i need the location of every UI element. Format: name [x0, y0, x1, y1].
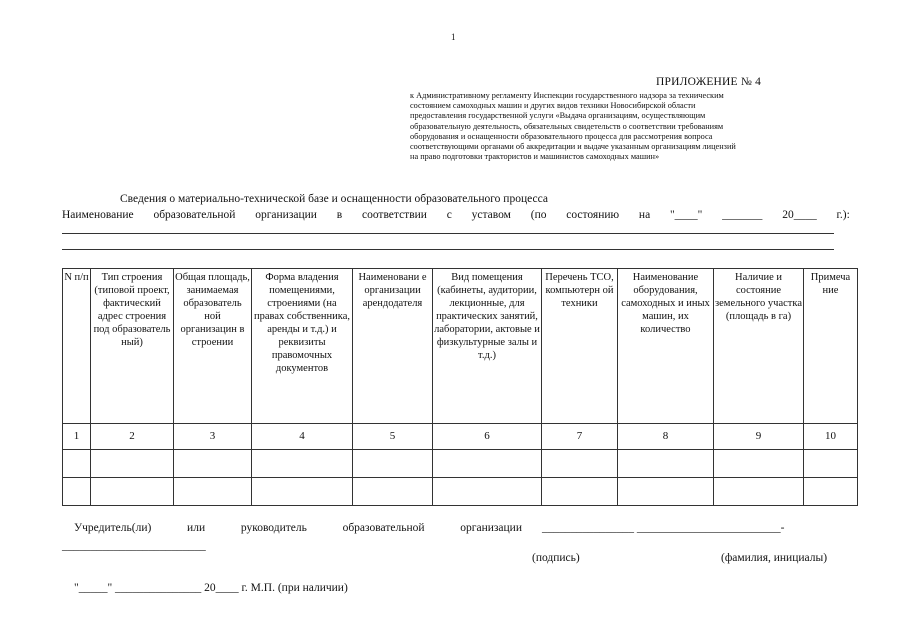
table-cell[interactable] — [252, 450, 353, 478]
org-fill-line — [62, 249, 834, 250]
table-row — [63, 478, 858, 506]
org-line-word: "____" — [669, 209, 703, 221]
table-cell[interactable] — [618, 478, 714, 506]
table-cell[interactable] — [433, 478, 542, 506]
appendix-line: предоставления государственной услуги «Выдача организациям, осуществляющим — [410, 111, 706, 121]
org-line-word: образовательной — [153, 209, 236, 221]
table-cell[interactable] — [174, 450, 252, 478]
appendix-line: соответствующими органами об аккредитации и выдаче указанным организациям лицензий — [410, 142, 736, 152]
org-line-word: с — [446, 209, 452, 221]
header-cell: Общая площадь, занимаемая образователь ной организацин в строении — [174, 269, 252, 424]
header-cell: Тип строения (типовой проект, фактический адрес строения под образователь ный) — [91, 269, 174, 424]
column-number: 3 — [174, 424, 252, 450]
org-line-word: соответствии — [361, 209, 427, 221]
founder-line — [74, 522, 522, 534]
table-number-row — [63, 424, 858, 450]
org-line-word: 20____ — [782, 209, 817, 221]
table-cell[interactable] — [91, 478, 174, 506]
org-line-word: уставом — [471, 209, 511, 221]
date-stamp-line: "_____" _______________ 20____ г. М.П. (при наличии) — [74, 582, 348, 594]
org-line-word: в — [336, 209, 343, 221]
table-cell[interactable] — [353, 478, 433, 506]
table-cell[interactable] — [618, 450, 714, 478]
org-line-word: Наименование — [62, 209, 134, 221]
appendix-line: образовательную деятельность, обязательных свидетельств о соответствии требованиям — [410, 121, 724, 131]
founder-word: Учредитель(ли) — [74, 522, 152, 534]
table-cell[interactable] — [714, 478, 804, 506]
column-number: 10 — [804, 424, 858, 450]
appendix-line: на право подготовки трактористов и машинистов самоходных машин» — [410, 152, 660, 162]
header-cell: Наименовани е организации арендодателя — [353, 269, 433, 424]
header-cell: Наличие и состояние земельного участка (площадь в га) — [714, 269, 804, 424]
column-number: 5 — [353, 424, 433, 450]
column-number: 1 — [63, 424, 91, 450]
appendix-line: оборудования и оснащенности образовательного процесса для рассмотрения вопроса — [410, 131, 713, 141]
header-cell: Вид помещения (кабинеты, аудитории, лекционные, для практических занятий, лаборатории, актовые и физкультурные залы и т.д.) — [433, 269, 542, 424]
org-line-word: г.): — [836, 209, 850, 221]
table-cell[interactable] — [63, 478, 91, 506]
org-fill-line — [62, 233, 834, 234]
column-number: 7 — [542, 424, 618, 450]
header-cell: Перечень ТСО, компьютерн ой техники — [542, 269, 618, 424]
appendix-text — [410, 91, 850, 162]
appendix-title: ПРИЛОЖЕНИЕ № 4 — [656, 76, 762, 88]
founder-word: или — [187, 522, 206, 534]
org-line-word: состоянию — [566, 209, 620, 221]
table-cell[interactable] — [542, 478, 618, 506]
table-cell[interactable] — [433, 450, 542, 478]
table-header-row — [63, 269, 858, 424]
column-number: 9 — [714, 424, 804, 450]
founder-word: руководитель — [240, 522, 307, 534]
table-cell[interactable] — [91, 450, 174, 478]
column-number: 4 — [252, 424, 353, 450]
signature-label: (подпись) — [532, 552, 580, 564]
table-cell[interactable] — [542, 450, 618, 478]
fio-label: (фамилия, инициалы) — [721, 552, 828, 564]
column-number: 2 — [91, 424, 174, 450]
header-cell: Наименование оборудования, самоходных и иных машин, их количество — [618, 269, 714, 424]
founder-blank-line[interactable]: _________________________ — [62, 540, 206, 552]
facilities-table — [62, 268, 858, 506]
org-line-word: организации — [255, 209, 317, 221]
signature-blanks[interactable]: ________________ _________________________- — [542, 522, 785, 534]
appendix-line: к Административному регламенту Инспекции государственного надзора за техническим — [410, 91, 724, 100]
table-cell[interactable] — [804, 478, 858, 506]
table-cell[interactable] — [63, 450, 91, 478]
founder-word: образовательной — [342, 522, 425, 534]
table-row — [63, 450, 858, 478]
org-line-word: _______ — [722, 209, 763, 221]
header-cell: Примеча ние — [804, 269, 858, 424]
header-cell: Форма владения помещениями, строениями (на правах собственника, аренды и т.д.) и реквизиты правомочных документов — [252, 269, 353, 424]
header-cell: N п/п — [63, 269, 91, 424]
info-title: Сведения о материально-технической базе и оснащенности образовательного процесса — [120, 193, 548, 205]
table-cell[interactable] — [804, 450, 858, 478]
page-number: 1 — [451, 32, 456, 42]
table-cell[interactable] — [714, 450, 804, 478]
column-number: 8 — [618, 424, 714, 450]
org-name-line — [62, 209, 850, 221]
table-cell[interactable] — [353, 450, 433, 478]
column-number: 6 — [433, 424, 542, 450]
founder-word: организации — [460, 522, 522, 534]
table-cell[interactable] — [174, 478, 252, 506]
appendix-line: состоянием самоходных машин и других видов техники Новосибирской области — [410, 101, 696, 111]
table-cell[interactable] — [252, 478, 353, 506]
org-line-word: (по — [530, 209, 547, 221]
org-line-word: на — [638, 209, 651, 221]
